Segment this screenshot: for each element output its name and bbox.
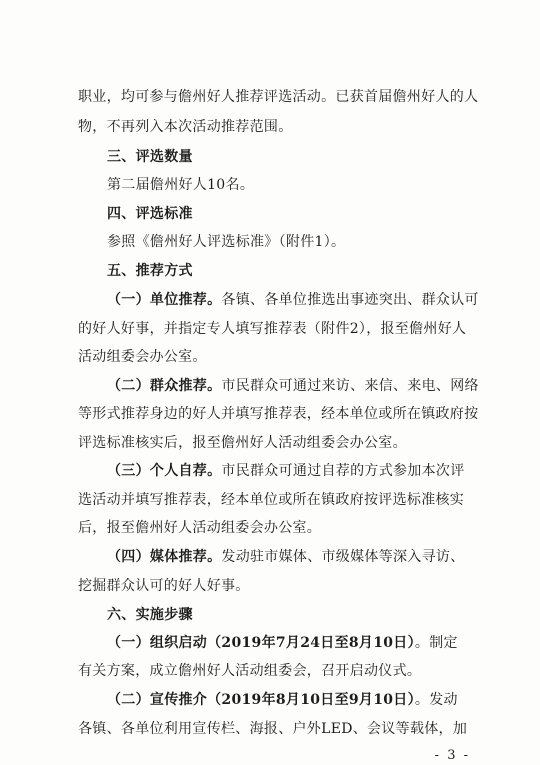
body-line: 挖掘群众认可的好人好事。 (78, 578, 250, 594)
section-heading: 四、评选标准 (107, 206, 193, 222)
body-line: 的好人好事，并指定专人填写推荐表（附件2），报至儋州好人 (78, 321, 467, 337)
body-line: 物，不再列入本次活动推荐范围。 (78, 119, 293, 135)
subheading: （三）个人自荐。 (107, 463, 222, 479)
body-line: 有关方案，成立儋州好人活动组委会，召开启动仪式。 (78, 663, 422, 679)
subheading: （二）宣传推介（2019年8月10日至9月10日） (107, 692, 415, 708)
subheading: （二）群众推荐。 (107, 378, 222, 394)
body-line: 第二届儋州好人10名。 (107, 177, 255, 193)
body-line: 后，报至儋州好人活动组委会办公室。 (78, 520, 322, 536)
section-heading: 三、评选数量 (107, 149, 193, 165)
page-number: - 3 - (434, 748, 470, 763)
subheading: （一）单位推荐。 (107, 292, 222, 308)
body-line: 等形式推荐身边的好人并填写推荐表，经本单位或所在镇政府按 (78, 406, 479, 422)
section-heading: 六、实施步骤 (107, 607, 193, 623)
subheading: （四）媒体推荐。 (107, 549, 222, 565)
subheading: （一）组织启动（2019年7月24日至8月10日） (107, 635, 415, 651)
body-line: 选活动并填写推荐表，经本单位或所在镇政府按评选标准核实 (78, 492, 465, 508)
body-line: （二）群众推荐。市民群众可通过来访、来信、来电、网络 (107, 378, 479, 394)
body-line: （一）单位推荐。各镇、各单位推选出事迹突出、群众认可 (107, 292, 479, 308)
body-line: 职业，均可参与儋州好人推荐评选活动。已获首届儋州好人的人 (78, 89, 479, 105)
body-line: （一）组织启动（2019年7月24日至8月10日）。制定 (107, 635, 458, 651)
body-line: （二）宣传推介（2019年8月10日至9月10日）。发动 (107, 692, 458, 708)
section-heading: 五、推荐方式 (107, 263, 193, 279)
body-line: 评选标准核实后，报至儋州好人活动组委会办公室。 (78, 435, 407, 451)
body-line: （四）媒体推荐。发动驻市媒体、市级媒体等深入寻访、 (107, 549, 465, 565)
body-line: （三）个人自荐。市民群众可通过自荐的方式参加本次评 (107, 463, 465, 479)
body-line: 参照《儋州好人评选标准》（附件1）。 (107, 234, 346, 250)
body-line: 各镇、各单位利用宣传栏、海报、户外LED、会议等载体，加 (78, 721, 468, 737)
body-line: 活动组委会办公室。 (78, 349, 207, 365)
